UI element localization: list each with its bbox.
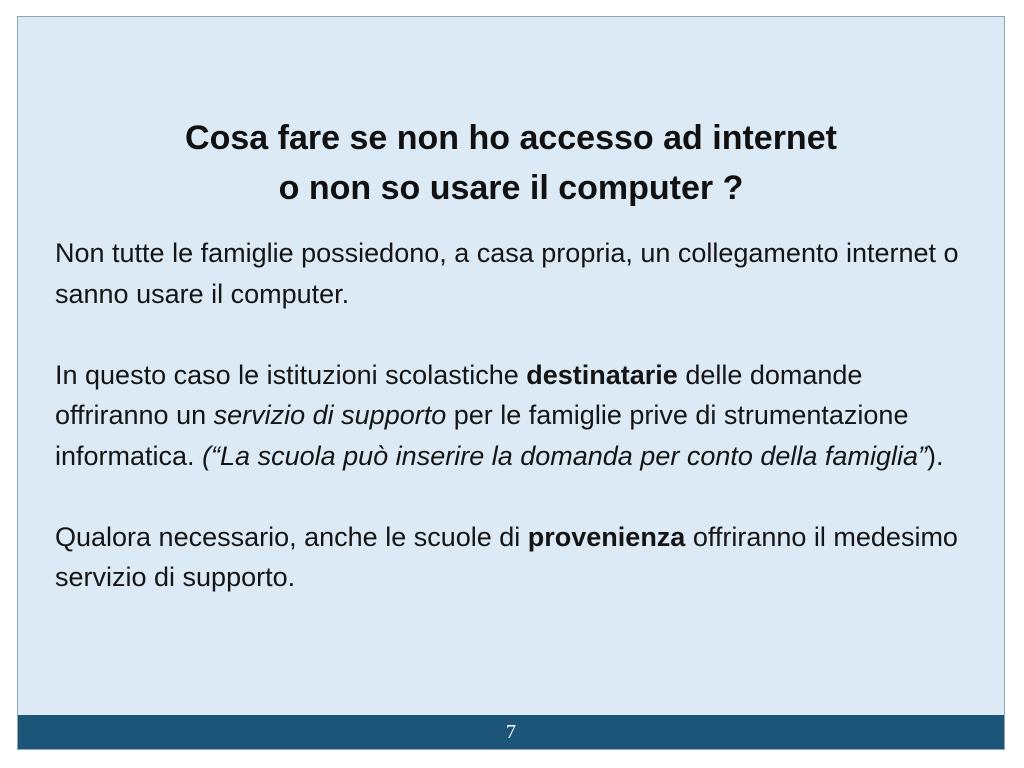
footer-bar [18,715,1004,749]
title-line-2: o non so usare il computer ? [278,169,744,207]
p3-text-c: offriranno il medesimo servizio di supporto. [55,521,958,592]
paragraph-2 [55,355,965,477]
slide [17,16,1005,750]
p3-text-a: Qualora necessario, anche le scuole di [55,521,528,552]
p2-text-a: In questo caso le istituzioni scolastiche [55,359,527,390]
title-line-1: Cosa fare se non ho accesso ad internet [185,119,837,157]
p2-bold-destinatarie: destinatarie [526,359,678,390]
paragraph-1: Non tutte le famiglie possiedono, a casa propria, un collegamento internet o sanno usare il computer. [55,238,959,309]
p2-text-c: delle domande offriranno un [55,359,863,430]
p2-text-g: ). [926,440,944,471]
paragraph-3 [55,517,965,598]
p2-italic-quote: (“La scuola può inserire la domanda per conto della famiglia” [202,440,927,471]
p2-italic-servizio: servizio di supporto [213,400,447,430]
page-number: 7 [506,721,516,743]
slide-body [55,233,965,598]
p3-bold-provenienza: provenienza [527,521,686,552]
slide-title [18,113,1004,213]
p2-text-e: per le famiglie prive di strumentazione informatica. [55,400,909,471]
